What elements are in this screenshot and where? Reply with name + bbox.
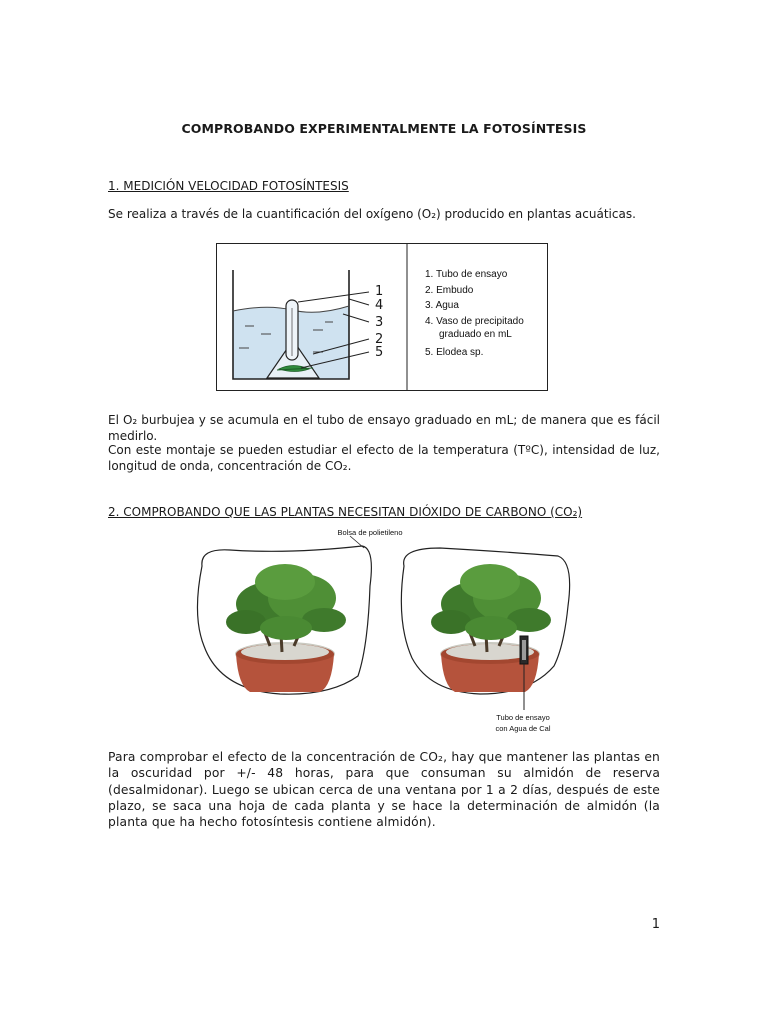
tube-label-line2: con Agua de Cal [495,724,551,733]
page-number: 1 [651,917,660,932]
diagram-number-1: 1 [375,284,384,299]
plants-experiment-illustration [190,526,580,738]
diagram-number-5: 5 [375,345,384,360]
plants-drawing [190,526,580,738]
legend-item: 4. Vaso de precipitado [425,315,524,327]
bag-label: Bolsa de polietileno [337,528,403,537]
diagram-number-3: 3 [375,315,384,330]
legend-item: graduado en mL [439,329,512,340]
section1-heading: 1. MEDICIÓN VELOCIDAD FOTOSÍNTESIS [108,179,349,193]
page-title: COMPROBANDO EXPERIMENTALMENTE LA FOTOSÍNTESIS [181,121,587,136]
diagram-number-4: 4 [375,298,384,313]
section1-paragraph-2: Con este montaje se pueden estudiar el efecto de la temperatura (TºC), intensidad de luz, longitud de onda, concentración de CO₂. [108,443,660,473]
legend-item: 1. Tubo de ensayo [425,269,508,280]
section1-paragraph: El O₂ burbujea y se acumula en el tubo de ensayo graduado en mL; de manera que es fácil medirlo. [108,413,660,443]
diagram-legend [425,267,524,361]
tube-label-line1: Tubo de ensayo [496,713,550,722]
section2-heading: 2. COMPROBANDO QUE LAS PLANTAS NECESITAN DIÓXIDO DE CARBONO (CO₂) [108,505,583,519]
photosynthesis-apparatus-diagram [216,243,548,391]
section2-paragraph: Para comprobar el efecto de la concentración de CO₂, hay que mantener las plantas en la oscuridad por +/- 48 horas, para que consuman su almidón de reserva (desalmidonar). Luego se ubican cerca de una ventana por 1 a 2 días, después de este plazo, se saca una hoja de cada planta y se hace la determinación de almidón (la planta que ha hecho fotosíntesis contiene almidón). [108,750,660,830]
diagram-number-2: 2 [375,332,384,347]
legend-item: 5. Elodea sp. [425,347,484,358]
section1-intro: Se realiza a través de la cuantificación del oxígeno (O₂) producido en plantas acuáticas. [108,207,636,221]
legend-item: 3. Agua [425,300,459,311]
legend-item: 2. Embudo [425,284,474,296]
